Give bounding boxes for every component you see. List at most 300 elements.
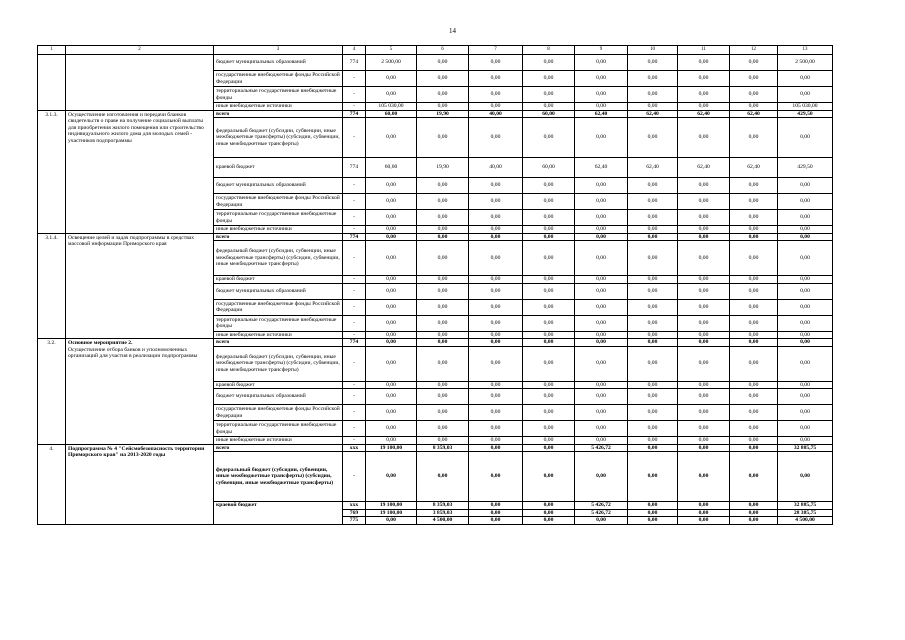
value-cell: 0,00 xyxy=(417,381,469,389)
value-cell: 0,00 xyxy=(417,405,469,421)
value-cell: 0,00 xyxy=(628,346,678,381)
value-cell: 0,00 xyxy=(778,331,833,339)
value-cell: 0,00 xyxy=(778,346,833,381)
value-cell: 0,00 xyxy=(778,283,833,299)
budget-code: - xyxy=(343,299,366,315)
value-cell: 0,00 xyxy=(417,87,469,103)
value-cell: 0,00 xyxy=(366,452,417,502)
value-cell: 0,00 xyxy=(469,178,523,194)
value-cell: 3 859,03 xyxy=(417,509,469,517)
value-cell: 0,00 xyxy=(778,241,833,276)
page-number: 14 xyxy=(449,27,456,35)
value-cell: 0,00 xyxy=(628,444,678,452)
budget-code: - xyxy=(343,405,366,421)
funding-source: краевой бюджет xyxy=(214,276,343,284)
value-cell: 62,40 xyxy=(575,110,628,118)
table-row xyxy=(38,233,833,241)
funding-source: иные внебюджетные источники xyxy=(214,103,343,111)
value-cell: 0,00 xyxy=(730,502,778,510)
value-cell: 60,00 xyxy=(523,110,575,118)
value-cell: 0,00 xyxy=(778,178,833,194)
value-cell: 0,00 xyxy=(469,87,523,103)
value-cell: 0,00 xyxy=(523,118,575,158)
value-cell: 0,00 xyxy=(366,276,417,284)
value-cell: 0,00 xyxy=(730,444,778,452)
value-cell: 0,00 xyxy=(628,87,678,103)
value-cell: 0,00 xyxy=(730,178,778,194)
value-cell: 0,00 xyxy=(523,103,575,111)
funding-source: федеральный бюджет (субсидии, субвенции, иные межбюджетные трансферты) (субсидии, субвенции, иные межбюджетные трансферты) xyxy=(214,452,343,502)
value-cell: 0,00 xyxy=(628,103,678,111)
value-cell: 0,00 xyxy=(678,71,730,87)
value-cell: 0,00 xyxy=(469,405,523,421)
value-cell: 0,00 xyxy=(523,517,575,525)
value-cell: 0,00 xyxy=(575,421,628,437)
funding-source: государственные внебюджетные фонды Российской Федерации xyxy=(214,405,343,421)
value-cell: 0,00 xyxy=(366,87,417,103)
value-cell: 0,00 xyxy=(628,331,678,339)
funding-source: государственные внебюджетные фонды Российской Федерации xyxy=(214,71,343,87)
value-cell: 0,00 xyxy=(730,87,778,103)
value-cell: 0,00 xyxy=(730,452,778,502)
row-title-bold: Основное мероприятие 2. xyxy=(68,340,133,346)
value-cell: 0,00 xyxy=(417,118,469,158)
row-number: 3.2. xyxy=(38,339,66,445)
value-cell: 8 359,03 xyxy=(417,502,469,510)
value-cell: 0,00 xyxy=(575,55,628,71)
value-cell: 0,00 xyxy=(678,233,730,241)
value-cell: 0,00 xyxy=(523,194,575,210)
value-cell: 0,00 xyxy=(730,509,778,517)
value-cell: 0,00 xyxy=(523,299,575,315)
value-cell: 0,00 xyxy=(366,210,417,226)
value-cell: 0,00 xyxy=(366,437,417,445)
value-cell: 0,00 xyxy=(366,389,417,405)
column-header-13: 13 xyxy=(778,46,833,55)
value-cell: 0,00 xyxy=(575,389,628,405)
value-cell: 62,40 xyxy=(628,110,678,118)
value-cell: 0,00 xyxy=(628,276,678,284)
value-cell: 0,00 xyxy=(469,71,523,87)
value-cell: 0,00 xyxy=(417,55,469,71)
value-cell: 0,00 xyxy=(628,502,678,510)
value-cell: 0,00 xyxy=(778,276,833,284)
value-cell: 0,00 xyxy=(417,452,469,502)
budget-code: 775 xyxy=(343,517,366,525)
value-cell: 0,00 xyxy=(523,331,575,339)
value-cell: 2 500,00 xyxy=(366,55,417,71)
value-cell: 0,00 xyxy=(678,283,730,299)
value-cell: 0,00 xyxy=(469,276,523,284)
value-cell: 0,00 xyxy=(366,315,417,331)
value-cell: 0,00 xyxy=(523,226,575,234)
value-cell: 0,00 xyxy=(469,315,523,331)
value-cell: 0,00 xyxy=(778,118,833,158)
value-cell: 32 885,75 xyxy=(778,444,833,452)
value-cell: 40,00 xyxy=(469,110,523,118)
value-cell: 0,00 xyxy=(366,283,417,299)
table-row xyxy=(38,444,833,452)
budget-code: - xyxy=(343,118,366,158)
budget-code: - xyxy=(343,178,366,194)
value-cell: 0,00 xyxy=(417,178,469,194)
value-cell: 0,00 xyxy=(678,339,730,347)
column-header-4: 4 xyxy=(343,46,366,55)
value-cell: 0,00 xyxy=(678,331,730,339)
value-cell: 0,00 xyxy=(417,226,469,234)
value-cell: 0,00 xyxy=(523,210,575,226)
value-cell: 0,00 xyxy=(778,87,833,103)
funding-source: всего xyxy=(214,233,343,241)
funding-source: территориальные государственные внебюджетные фонды xyxy=(214,315,343,331)
value-cell: 0,00 xyxy=(523,509,575,517)
value-cell: 0,00 xyxy=(417,194,469,210)
value-cell: 0,00 xyxy=(678,276,730,284)
value-cell: 0,00 xyxy=(523,87,575,103)
funding-source: бюджет муниципальных образований xyxy=(214,389,343,405)
value-cell: 0,00 xyxy=(575,276,628,284)
value-cell: 0,00 xyxy=(575,299,628,315)
value-cell: 0,00 xyxy=(730,283,778,299)
value-cell: 62,40 xyxy=(730,110,778,118)
value-cell: 0,00 xyxy=(417,389,469,405)
value-cell: 0,00 xyxy=(678,405,730,421)
value-cell: 0,00 xyxy=(778,437,833,445)
value-cell: 0,00 xyxy=(730,55,778,71)
value-cell: 0,00 xyxy=(628,283,678,299)
value-cell: 0,00 xyxy=(730,405,778,421)
funding-source: федеральный бюджет (субсидии, субвенции, иные межбюджетные трансферты) (субсидии, субвенции, иные межбюджетные трансферты) xyxy=(214,118,343,158)
value-cell: 0,00 xyxy=(523,233,575,241)
value-cell: 0,00 xyxy=(678,194,730,210)
value-cell: 0,00 xyxy=(730,437,778,445)
value-cell: 0,00 xyxy=(730,226,778,234)
funding-source: федеральный бюджет (субсидии, субвенции, иные межбюджетные трансферты) (субсидии, субвенции, иные межбюджетные трансферты) xyxy=(214,241,343,276)
value-cell: 0,00 xyxy=(575,226,628,234)
budget-code: - xyxy=(343,346,366,381)
value-cell: 40,00 xyxy=(469,158,523,178)
value-cell: 0,00 xyxy=(523,315,575,331)
budget-code: - xyxy=(343,210,366,226)
value-cell: 0,00 xyxy=(730,71,778,87)
value-cell: 0,00 xyxy=(730,118,778,158)
value-cell: 0,00 xyxy=(523,389,575,405)
value-cell: 2 500,00 xyxy=(778,55,833,71)
value-cell: 0,00 xyxy=(417,299,469,315)
value-cell: 0,00 xyxy=(366,299,417,315)
value-cell: 0,00 xyxy=(678,452,730,502)
value-cell: 0,00 xyxy=(469,502,523,510)
value-cell: 0,00 xyxy=(628,509,678,517)
value-cell: 19,90 xyxy=(417,110,469,118)
value-cell: 5 426,72 xyxy=(575,509,628,517)
column-header-12: 12 xyxy=(730,46,778,55)
funding-source: территориальные государственные внебюджетные фонды xyxy=(214,421,343,437)
column-header-2: 2 xyxy=(66,46,214,55)
value-cell: 0,00 xyxy=(523,452,575,502)
value-cell: 0,00 xyxy=(678,346,730,381)
value-cell: 0,00 xyxy=(575,194,628,210)
value-cell: 4 500,00 xyxy=(417,517,469,525)
value-cell: 0,00 xyxy=(678,226,730,234)
value-cell: 0,00 xyxy=(678,87,730,103)
value-cell: 62,40 xyxy=(678,158,730,178)
value-cell: 0,00 xyxy=(523,276,575,284)
value-cell: 0,00 xyxy=(469,241,523,276)
value-cell: 0,00 xyxy=(417,276,469,284)
table-row xyxy=(38,110,833,118)
value-cell: 0,00 xyxy=(366,381,417,389)
value-cell: 0,00 xyxy=(778,421,833,437)
value-cell: 0,00 xyxy=(778,210,833,226)
value-cell: 0,00 xyxy=(523,339,575,347)
column-header-11: 11 xyxy=(678,46,730,55)
value-cell: 0,00 xyxy=(417,437,469,445)
value-cell: 0,00 xyxy=(628,118,678,158)
value-cell: 0,00 xyxy=(730,315,778,331)
value-cell: 0,00 xyxy=(628,339,678,347)
header-row xyxy=(38,46,833,55)
value-cell: 0,00 xyxy=(628,194,678,210)
value-cell: 0,00 xyxy=(778,452,833,502)
value-cell: 0,00 xyxy=(469,299,523,315)
value-cell: 0,00 xyxy=(366,331,417,339)
budget-code: - xyxy=(343,452,366,502)
column-header-9: 9 xyxy=(575,46,628,55)
value-cell: 0,00 xyxy=(575,339,628,347)
value-cell: 0,00 xyxy=(575,87,628,103)
value-cell: 0,00 xyxy=(469,452,523,502)
funding-source: краевой бюджет xyxy=(214,158,343,178)
value-cell: 0,00 xyxy=(523,178,575,194)
row-number: 3.1.3. xyxy=(38,110,66,233)
value-cell: 0,00 xyxy=(469,55,523,71)
value-cell: 0,00 xyxy=(469,103,523,111)
value-cell: 62,40 xyxy=(730,158,778,178)
value-cell: 0,00 xyxy=(469,118,523,158)
value-cell: 0,00 xyxy=(575,241,628,276)
value-cell: 0,00 xyxy=(678,509,730,517)
value-cell: 62,40 xyxy=(628,158,678,178)
funding-source: территориальные государственные внебюджетные фонды xyxy=(214,210,343,226)
value-cell: 0,00 xyxy=(575,381,628,389)
value-cell: 0,00 xyxy=(366,71,417,87)
value-cell: 19,90 xyxy=(417,158,469,178)
value-cell: 0,00 xyxy=(730,194,778,210)
value-cell: 0,00 xyxy=(366,346,417,381)
value-cell: 0,00 xyxy=(778,299,833,315)
value-cell: 0,00 xyxy=(366,178,417,194)
funding-source: бюджет муниципальных образований xyxy=(214,178,343,194)
budget-code: 774 xyxy=(343,55,366,71)
value-cell: 0,00 xyxy=(469,421,523,437)
budget-code: 774 xyxy=(343,339,366,347)
funding-source: всего xyxy=(214,110,343,118)
value-cell: 0,00 xyxy=(417,421,469,437)
value-cell: 0,00 xyxy=(366,405,417,421)
value-cell: 0,00 xyxy=(678,381,730,389)
value-cell: 0,00 xyxy=(366,194,417,210)
value-cell: 0,00 xyxy=(417,283,469,299)
value-cell: 0,00 xyxy=(678,421,730,437)
value-cell: 0,00 xyxy=(778,194,833,210)
budget-code: ххх xyxy=(343,502,366,510)
column-header-1: 1 xyxy=(38,46,66,55)
value-cell: 0,00 xyxy=(575,103,628,111)
column-header-3: 3 xyxy=(214,46,343,55)
table-row xyxy=(38,55,833,71)
row-title xyxy=(66,55,214,111)
budget-code: - xyxy=(343,437,366,445)
value-cell: 19 100,00 xyxy=(366,444,417,452)
column-header-10: 10 xyxy=(628,46,678,55)
value-cell: 0,00 xyxy=(628,421,678,437)
value-cell: 0,00 xyxy=(730,346,778,381)
value-cell: 0,00 xyxy=(730,421,778,437)
row-number: 4. xyxy=(38,444,66,524)
value-cell: 0,00 xyxy=(628,233,678,241)
value-cell: 0,00 xyxy=(628,452,678,502)
value-cell: 0,00 xyxy=(523,444,575,452)
budget-code: 774 xyxy=(343,233,366,241)
value-cell: 0,00 xyxy=(678,517,730,525)
value-cell: 0,00 xyxy=(628,241,678,276)
value-cell: 0,00 xyxy=(628,405,678,421)
value-cell: 0,00 xyxy=(628,517,678,525)
value-cell: 0,00 xyxy=(366,118,417,158)
budget-code: - xyxy=(343,103,366,111)
column-header-5: 5 xyxy=(366,46,417,55)
value-cell: 0,00 xyxy=(575,71,628,87)
value-cell: 0,00 xyxy=(678,118,730,158)
value-cell: 5 426,72 xyxy=(575,502,628,510)
value-cell: 0,00 xyxy=(678,299,730,315)
value-cell: 0,00 xyxy=(678,103,730,111)
value-cell: 0,00 xyxy=(778,315,833,331)
value-cell: 0,00 xyxy=(778,71,833,87)
value-cell: 0,00 xyxy=(678,389,730,405)
value-cell: 0,00 xyxy=(469,283,523,299)
value-cell: 0,00 xyxy=(417,210,469,226)
value-cell: 0,00 xyxy=(628,71,678,87)
value-cell: 0,00 xyxy=(730,210,778,226)
value-cell: 0,00 xyxy=(523,241,575,276)
value-cell: 0,00 xyxy=(628,55,678,71)
funding-source: бюджет муниципальных образований xyxy=(214,55,343,71)
value-cell: 0,00 xyxy=(575,210,628,226)
value-cell: 0,00 xyxy=(575,517,628,525)
funding-source: территориальные государственные внебюджетные фонды xyxy=(214,87,343,103)
row-number xyxy=(38,55,66,111)
budget-code: ххх xyxy=(343,444,366,452)
value-cell: 0,00 xyxy=(575,452,628,502)
value-cell: 32 885,75 xyxy=(778,502,833,510)
value-cell: 0,00 xyxy=(366,339,417,347)
value-cell: 0,00 xyxy=(678,241,730,276)
budget-table xyxy=(37,45,833,525)
value-cell: 0,00 xyxy=(730,339,778,347)
value-cell: 0,00 xyxy=(575,405,628,421)
value-cell: 0,00 xyxy=(523,421,575,437)
value-cell: 0,00 xyxy=(469,226,523,234)
value-cell: 0,00 xyxy=(575,346,628,381)
row-number: 3.1.4. xyxy=(38,233,66,339)
funding-source: краевой бюджет xyxy=(214,381,343,389)
value-cell: 0,00 xyxy=(730,241,778,276)
row-title: Основное мероприятие 2. Осуществление отбора банков и уполномоченных организаций для участия в реализации подпрограммы xyxy=(66,339,214,445)
value-cell: 0,00 xyxy=(628,210,678,226)
value-cell: 0,00 xyxy=(523,405,575,421)
value-cell: 0,00 xyxy=(523,71,575,87)
value-cell: 0,00 xyxy=(678,178,730,194)
funding-source: всего xyxy=(214,444,343,452)
value-cell: 0,00 xyxy=(778,405,833,421)
value-cell: 0,00 xyxy=(730,276,778,284)
budget-code: - xyxy=(343,87,366,103)
budget-code: - xyxy=(343,421,366,437)
row-title: Осуществление изготовления и передачи бланков свидетельств о праве на получение социальной выплаты для приобретения жилого помещения или строительство индивидуального жилого дома для молодых семей - участников подпрограммы xyxy=(66,110,214,233)
column-header-8: 8 xyxy=(523,46,575,55)
value-cell: 0,00 xyxy=(523,381,575,389)
budget-code: 774 xyxy=(343,158,366,178)
value-cell: 62,40 xyxy=(575,158,628,178)
value-cell: 0,00 xyxy=(523,283,575,299)
value-cell: 0,00 xyxy=(678,210,730,226)
value-cell: 0,00 xyxy=(778,226,833,234)
value-cell: 0,00 xyxy=(628,299,678,315)
value-cell: 0,00 xyxy=(366,421,417,437)
budget-code: - xyxy=(343,226,366,234)
value-cell: 60,00 xyxy=(523,158,575,178)
value-cell: 62,40 xyxy=(678,110,730,118)
value-cell: 0,00 xyxy=(469,339,523,347)
value-cell: 0,00 xyxy=(678,437,730,445)
budget-code: 769 xyxy=(343,509,366,517)
value-cell: 0,00 xyxy=(575,315,628,331)
value-cell: 0,00 xyxy=(523,502,575,510)
budget-code: 774 xyxy=(343,110,366,118)
value-cell: 0,00 xyxy=(469,444,523,452)
value-cell: 0,00 xyxy=(678,502,730,510)
value-cell: 0,00 xyxy=(575,178,628,194)
value-cell: 0,00 xyxy=(778,381,833,389)
funding-source: федеральный бюджет (субсидии, субвенции, иные межбюджетные трансферты) (субсидии, субвенции, иные межбюджетные трансферты) xyxy=(214,346,343,381)
value-cell: 0,00 xyxy=(778,389,833,405)
value-cell: 0,00 xyxy=(469,517,523,525)
value-cell: 0,00 xyxy=(628,226,678,234)
value-cell: 0,00 xyxy=(730,517,778,525)
value-cell: 0,00 xyxy=(417,346,469,381)
value-cell: 0,00 xyxy=(778,233,833,241)
budget-code: - xyxy=(343,331,366,339)
value-cell: 4 500,00 xyxy=(778,517,833,525)
budget-code: - xyxy=(343,315,366,331)
value-cell: 0,00 xyxy=(678,444,730,452)
value-cell: 0,00 xyxy=(730,299,778,315)
value-cell: 0,00 xyxy=(417,241,469,276)
value-cell: 0,00 xyxy=(366,241,417,276)
value-cell: 0,00 xyxy=(730,233,778,241)
funding-source: иные внебюджетные источники xyxy=(214,331,343,339)
value-cell: 0,00 xyxy=(628,315,678,331)
value-cell: 0,00 xyxy=(730,331,778,339)
value-cell: 19 100,00 xyxy=(366,502,417,510)
value-cell: 429,50 xyxy=(778,110,833,118)
column-header-6: 6 xyxy=(417,46,469,55)
value-cell: 105 030,00 xyxy=(778,103,833,111)
value-cell: 0,00 xyxy=(366,226,417,234)
value-cell: 0,00 xyxy=(730,103,778,111)
